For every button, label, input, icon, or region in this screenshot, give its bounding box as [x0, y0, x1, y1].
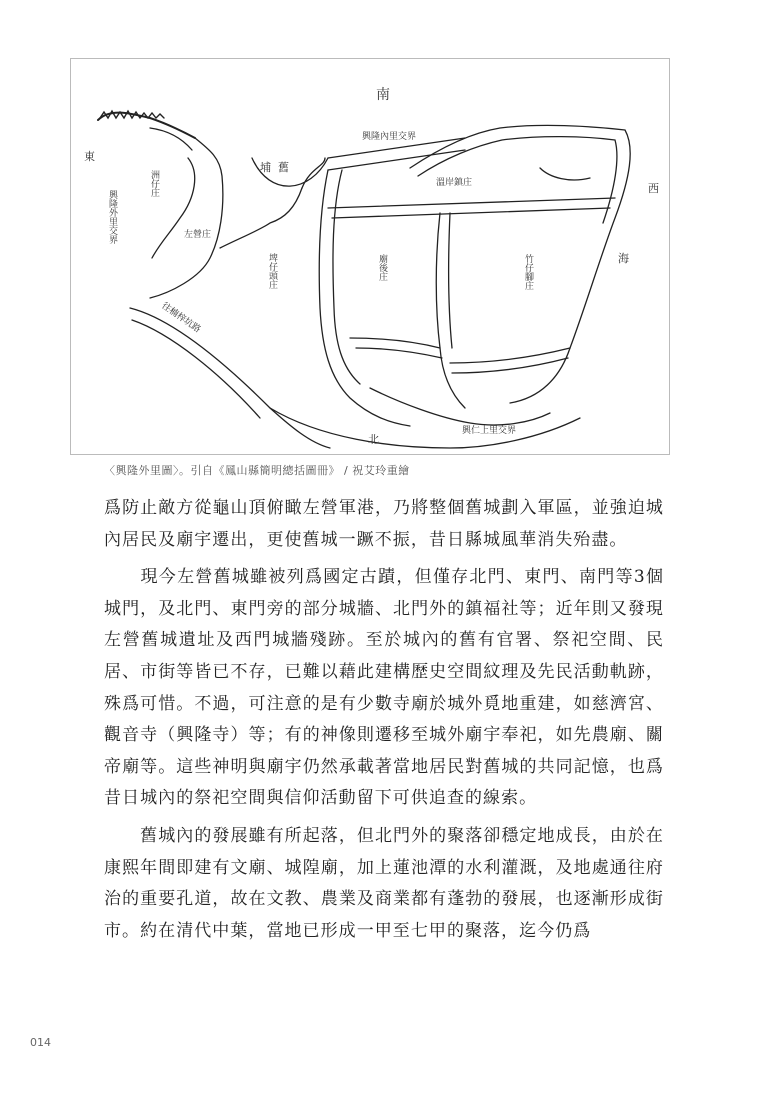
- map-label-zhoukou: 洲仔庄: [149, 170, 159, 197]
- map-label-east: 東: [84, 150, 95, 163]
- map-label-xinglong-inner: 興隆內里交界: [362, 132, 417, 142]
- map-label-left-area: 興隆外里交界: [107, 190, 117, 244]
- paragraph-3: 舊城內的發展雖有所起落，但北門外的聚落卻穩定地成長，由於在康熙年間即建有文廟、城隍廟，加上蓮池潭的水利灌溉，及地處通往府治的重要孔道，故在文教、農業及商業都有蓬勃的發展，也逐漸形成街市。約在清代中葉，當地已形成一甲至七甲的聚落，迄今仍爲: [104, 825, 664, 941]
- page-number: 014: [30, 1036, 51, 1049]
- map-label-zuoying: 左營庄: [184, 230, 212, 240]
- map-label-road: 往楠梓坑路: [159, 301, 203, 336]
- map-label-south: 南: [376, 87, 390, 103]
- map-label-wenan: 溫岸鎮庄: [436, 178, 473, 188]
- map-label-jiu: 舊: [278, 161, 289, 174]
- map-label-sea: 海: [618, 252, 629, 265]
- figure-caption: 〈興隆外里圖〉。引自《鳳山縣簡明總括圖冊》 / 祝艾玲重繪: [104, 464, 410, 477]
- paragraph-2: 現今左營舊城雖被列爲國定古蹟，但僅存北門、東門、南門等3個城門，及北門、東門旁的部分城牆、北門外的鎮福社等；近年則又發現左營舊城遺址及西門城牆殘跡。至於城內的舊有官署、祭祀空間、民居、市街等皆已不存，已難以藉此建構歷史空間紋理及先民活動軌跡，殊爲可惜。不過，可注意的是有少數寺廟於城外覓地重建，如慈濟宮、觀音寺（興隆寺）等；有的神像則遷移至城外廟宇奉祀，如先農廟、關帝廟等。這些神明與廟宇仍然承載著當地居民對舊城的共同記憶，也爲昔日城內的祭祀空間與信仰活動留下可供追查的線索。: [104, 567, 664, 809]
- body-text: [104, 493, 664, 947]
- map-label-pu: 埔: [260, 161, 271, 174]
- map-figure: [70, 58, 670, 455]
- map-label-zhuzai: 竹仔腳庄: [523, 254, 533, 290]
- map-label-west: 西: [648, 182, 659, 195]
- map-label-miaohou: 廟後庄: [377, 254, 387, 281]
- map-label-north: 北: [368, 433, 379, 446]
- map-drawing: [70, 58, 670, 455]
- map-label-xinglong-south: 興仁上里交界: [462, 426, 517, 436]
- map-label-buzi: 埤仔頭庄: [267, 253, 277, 289]
- paragraph-1: 爲防止敵方從龜山頂俯瞰左營軍港，乃將整個舊城劃入軍區，並強迫城內居民及廟宇遷出，更使舊城一蹶不振，昔日縣城風華消失殆盡。: [104, 498, 664, 550]
